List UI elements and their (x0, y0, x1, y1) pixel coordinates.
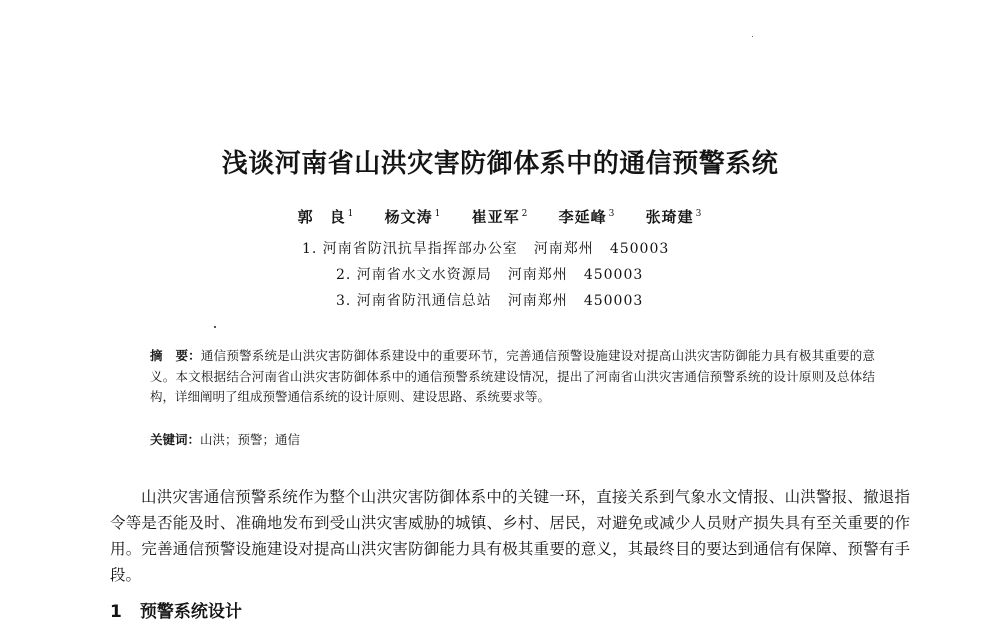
affiliation-zip: 450003 (583, 267, 644, 283)
abstract-label: 摘 要： (150, 348, 201, 363)
author-4 (559, 208, 616, 226)
keywords (150, 430, 300, 448)
affiliation-zip: 450003 (609, 241, 670, 257)
author-3 (472, 208, 529, 226)
author-list (0, 206, 1000, 227)
scan-speck (214, 326, 216, 328)
affiliation-2 (336, 264, 643, 284)
author-5 (646, 208, 703, 226)
author-affiliation-mark: 2 (521, 209, 529, 219)
affiliation-zip: 450003 (583, 293, 644, 309)
affiliation-city: 河南郑州 (507, 293, 568, 309)
scan-speck (752, 36, 753, 37)
keywords-text: 山洪；预警；通信 (200, 432, 301, 447)
author-name: 李延峰 (558, 208, 607, 226)
keywords-label: 关键词： (150, 432, 201, 447)
affiliation-city: 河南郑州 (533, 241, 594, 257)
author-2 (385, 208, 442, 226)
affiliation-3 (336, 290, 643, 310)
author-affiliation-mark: 3 (608, 209, 616, 219)
abstract (150, 346, 875, 408)
section-number: 1 (110, 602, 122, 622)
body-paragraph: 山洪灾害通信预警系统作为整个山洪灾害防御体系中的关键一环，直接关系到气象水文情报、山洪警报、撤退指令等是否能及时、准确地发布到受山洪灾害威胁的城镇、乡村、居民，对避免或减少人员财产损失具有至关重要的作用。完善通信预警设施建设对提高山洪灾害防御能力具有极其重要的意义，其最终目的要达到通信有保障、预警有手段。 (110, 488, 910, 584)
affiliation-1 (302, 238, 669, 258)
section-heading (110, 597, 242, 622)
affiliation-city: 河南郑州 (507, 267, 568, 283)
author-1 (298, 208, 355, 226)
author-name: 张琦建 (645, 208, 694, 226)
author-affiliation-mark: 1 (434, 209, 442, 219)
affiliation-org: 3. 河南省防汛通信总站 (336, 293, 492, 309)
section-title: 预警系统设计 (139, 602, 242, 622)
abstract-text: 通信预警系统是山洪灾害防御体系建设中的重要环节，完善通信预警设施建设对提高山洪灾害防御能力具有极其重要的意义。本文根据结合河南省山洪灾害防御体系中的通信预警系统建设情况，提出了河南省山洪灾害通信预警系统的设计原则及总体结构，详细阐明了组成预警通信系统的设计原则、建设思路、系统要求等。 (150, 348, 875, 404)
author-affiliation-mark: 1 (347, 209, 355, 219)
author-name: 崔亚军 (471, 208, 520, 226)
author-affiliation-mark: 3 (695, 209, 703, 219)
affiliation-org: 1. 河南省防汛抗旱指挥部办公室 (302, 241, 518, 257)
affiliation-org: 2. 河南省水文水资源局 (336, 267, 492, 283)
author-name: 杨文涛 (384, 208, 433, 226)
author-name: 郭 良 (297, 208, 346, 226)
paper-title: 浅谈河南省山洪灾害防御体系中的通信预警系统 (221, 149, 779, 179)
